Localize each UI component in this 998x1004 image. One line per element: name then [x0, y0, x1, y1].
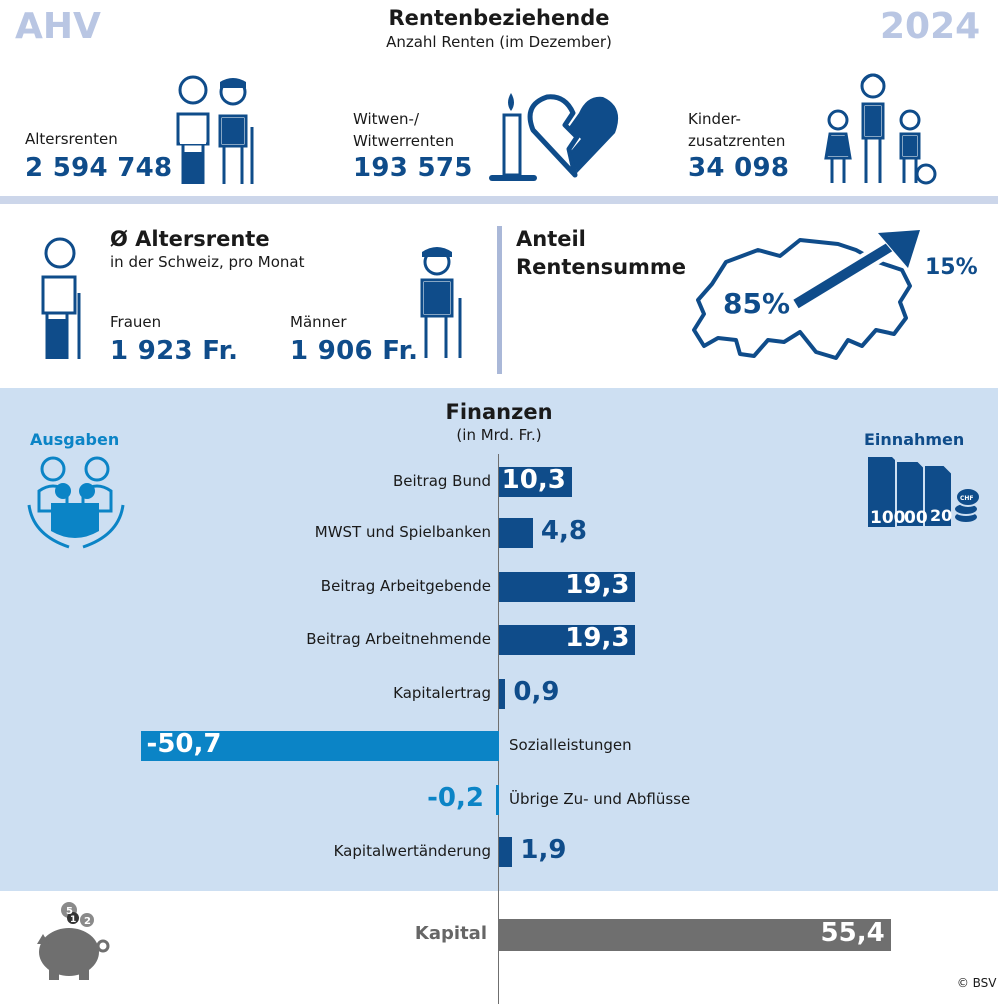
old-age-label: Altersrenten	[25, 130, 118, 148]
category-label: Sozialleistungen	[509, 736, 632, 754]
page-title: Rentenbeziehende	[388, 6, 610, 30]
family-hands-icon	[25, 455, 127, 555]
data-label: 4,8	[540, 516, 587, 546]
income-label: Einnahmen	[864, 430, 965, 449]
banknotes-coins-icon	[858, 455, 983, 530]
coin-label-2: 2	[84, 916, 91, 927]
category-label: Kapitalertrag	[393, 684, 491, 702]
coin-label-5: 5	[66, 906, 73, 917]
expenses-label: Ausgaben	[30, 430, 120, 449]
children-value: 34 098	[688, 153, 790, 183]
share-domestic: 85%	[723, 287, 791, 320]
men-value: 1 906 Fr.	[290, 336, 419, 366]
average-subtitle: in der Schweiz, pro Monat	[110, 253, 305, 271]
data-label: -0,2	[427, 783, 484, 813]
category-label: Kapitalwertänderung	[333, 842, 491, 860]
data-label: 0,9	[513, 677, 560, 707]
corner-label-left: AHV	[15, 6, 101, 47]
copyright: © BSV	[956, 976, 997, 990]
children-label-line1: Kinder-	[688, 110, 741, 128]
category-label: Beitrag Bund	[392, 472, 491, 490]
women-label: Frauen	[110, 313, 162, 331]
bar	[496, 785, 499, 815]
share-title-line1: Anteil	[516, 227, 586, 251]
banknote-label-100: 100	[870, 508, 906, 528]
children-icon	[818, 68, 943, 188]
data-label: 19,3	[565, 570, 630, 600]
finance-subtitle: (in Mrd. Fr.)	[456, 426, 542, 444]
survivors-label-line2: Witwerrenten	[353, 132, 455, 150]
category-label: Beitrag Arbeitnehmende	[306, 630, 491, 648]
elderly-woman-icon	[35, 235, 85, 363]
category-label: Übrige Zu- und Abflüsse	[509, 790, 691, 808]
section-divider	[0, 196, 998, 204]
women-value: 1 923 Fr.	[110, 336, 239, 366]
data-label: 10,3	[501, 465, 566, 495]
elderly-man-icon	[412, 240, 467, 362]
bar	[499, 837, 512, 867]
share-title-line2: Rentensumme	[516, 255, 687, 279]
data-label: 19,3	[565, 623, 630, 653]
banknote-label-20: 20	[930, 506, 953, 525]
survivors-value: 193 575	[353, 153, 473, 183]
old-age-value: 2 594 748	[25, 153, 173, 183]
children-label-line2: zusatzrenten	[688, 132, 786, 150]
bar	[499, 518, 533, 548]
vertical-divider	[497, 226, 502, 374]
average-title: Ø Altersrente	[110, 227, 270, 251]
category-label: Beitrag Arbeitgebende	[320, 577, 491, 595]
capital-value: 55,4	[820, 918, 885, 948]
piggy-bank-icon	[35, 900, 115, 982]
capital-label: Kapital	[414, 923, 487, 944]
page-subtitle: Anzahl Renten (im Dezember)	[386, 33, 612, 51]
coin-label-1: 1	[70, 915, 77, 925]
elderly-couple-icon	[168, 72, 258, 188]
corner-label-year: 2024	[880, 6, 981, 47]
data-label: 1,9	[520, 835, 567, 865]
men-label: Männer	[290, 313, 347, 331]
category-label: MWST und Spielbanken	[314, 523, 491, 541]
data-label: -50,7	[146, 729, 222, 759]
survivors-label-line1: Witwen-/	[353, 110, 420, 128]
coin-label: CHF	[960, 495, 974, 502]
share-abroad: 15%	[925, 255, 978, 280]
finance-title: Finanzen	[445, 400, 553, 424]
banknote-label-00: 00	[904, 508, 928, 528]
candle-broken-heart-icon	[485, 85, 620, 185]
bar	[499, 679, 505, 709]
